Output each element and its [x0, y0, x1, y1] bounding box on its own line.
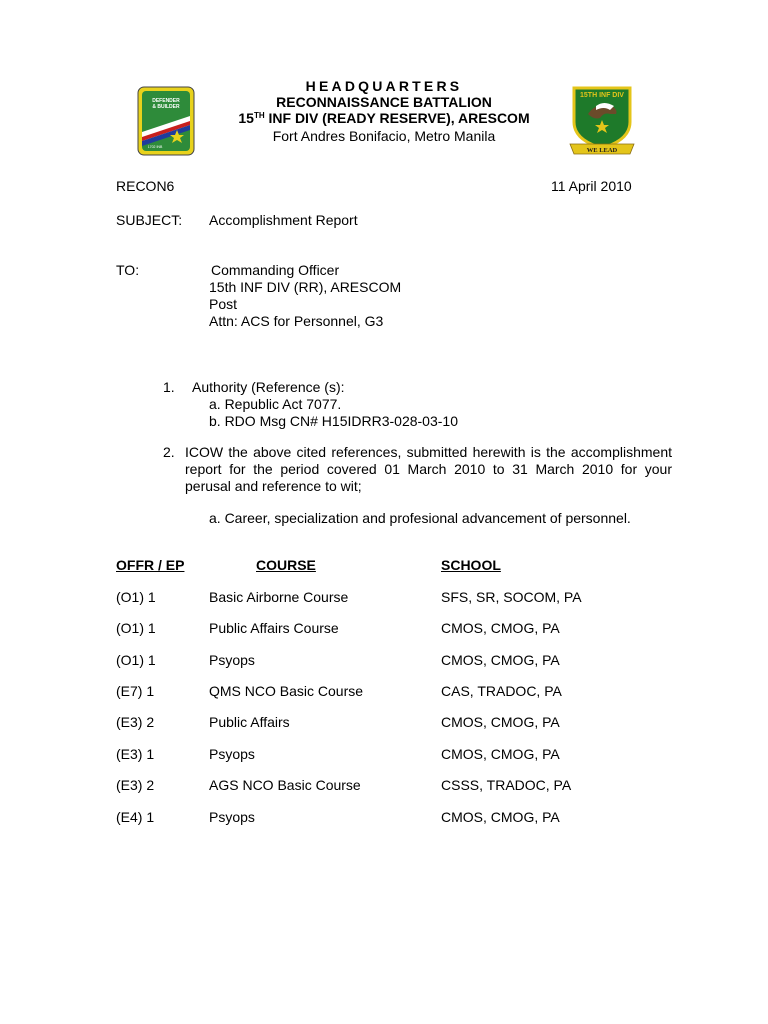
cell-rank: (O1) 1 — [116, 652, 156, 668]
cell-school: CMOS, CMOG, PA — [441, 652, 560, 668]
cell-rank: (E7) 1 — [116, 683, 155, 699]
cell-course: Public Affairs Course — [209, 620, 339, 636]
item-2-paragraph: ICOW the above cited references, submitted herewith is the accomplishment report for the period covered 01 March 2010 to 31 March 2010 for your perusal and reference to wit; — [185, 444, 672, 494]
cell-school: CAS, TRADOC, PA — [441, 683, 562, 699]
cell-school: CSSS, TRADOC, PA — [441, 777, 572, 793]
item-1-title: Authority (Reference (s): — [192, 379, 345, 395]
battalion-name: RECONNAISSANCE BATTALION — [276, 94, 492, 110]
reference-b: b. RDO Msg CN# H15IDRR3-028-03-10 — [209, 413, 458, 429]
item-2a-paragraph: a. Career, specialization and profesional advancement of personnel. — [209, 510, 631, 526]
right-logo-top-text: 15TH INF DIV — [580, 92, 624, 99]
cell-course: Psyops — [209, 746, 255, 762]
cell-school: SFS, SR, SOCOM, PA — [441, 589, 582, 605]
right-logo-banner-text: WE LEAD — [586, 147, 618, 154]
cell-course: Psyops — [209, 809, 255, 825]
to-label: TO: — [116, 262, 140, 278]
cell-course: Psyops — [209, 652, 255, 668]
location-line: Fort Andres Bonifacio, Metro Manila — [272, 128, 496, 144]
subject-text: Accomplishment Report — [209, 212, 358, 228]
cell-rank: (E3) 2 — [116, 777, 155, 793]
to-line: Attn: ACS for Personnel, G3 — [209, 313, 384, 329]
cell-rank: (E3) 1 — [116, 746, 155, 762]
cell-rank: (E3) 2 — [116, 714, 155, 730]
cell-rank: (O1) 1 — [116, 620, 156, 636]
column-header-offr-ep: OFFR / EP — [116, 557, 185, 573]
cell-course: AGS NCO Basic Course — [209, 777, 361, 793]
cell-rank: (E4) 1 — [116, 809, 155, 825]
cell-school: CMOS, CMOG, PA — [441, 714, 560, 730]
cell-school: CMOS, CMOG, PA — [441, 809, 560, 825]
headquarters-title: HEADQUARTERS — [305, 78, 463, 94]
to-line: 15th INF DIV (RR), ARESCOM — [209, 279, 402, 295]
item-2-number: 2. — [163, 444, 175, 460]
item-1-number: 1. — [163, 379, 175, 395]
to-line: Post — [209, 296, 238, 312]
left-logo-bottom-text: 1702 INB — [147, 145, 163, 149]
cell-rank: (O1) 1 — [116, 589, 156, 605]
cell-school: CMOS, CMOG, PA — [441, 746, 560, 762]
subject-label: SUBJECT: — [116, 212, 183, 228]
office-code: RECON6 — [116, 178, 175, 194]
cell-course: Public Affairs — [209, 714, 290, 730]
left-logo-text-2: & BUILDER — [152, 104, 180, 110]
reference-a: a. Republic Act 7077. — [209, 396, 342, 412]
column-header-course: COURSE — [256, 557, 316, 573]
division-name: 15TH INF DIV (READY RESERVE), ARESCOM — [238, 110, 530, 126]
column-header-school: SCHOOL — [441, 557, 501, 573]
cell-course: QMS NCO Basic Course — [209, 683, 364, 699]
document-date: 11 April 2010 — [551, 178, 632, 194]
cell-course: Basic Airborne Course — [209, 589, 349, 605]
cell-school: CMOS, CMOG, PA — [441, 620, 560, 636]
to-line: Commanding Officer — [211, 262, 340, 278]
left-logo-text-1: DEFENDER — [152, 98, 180, 104]
